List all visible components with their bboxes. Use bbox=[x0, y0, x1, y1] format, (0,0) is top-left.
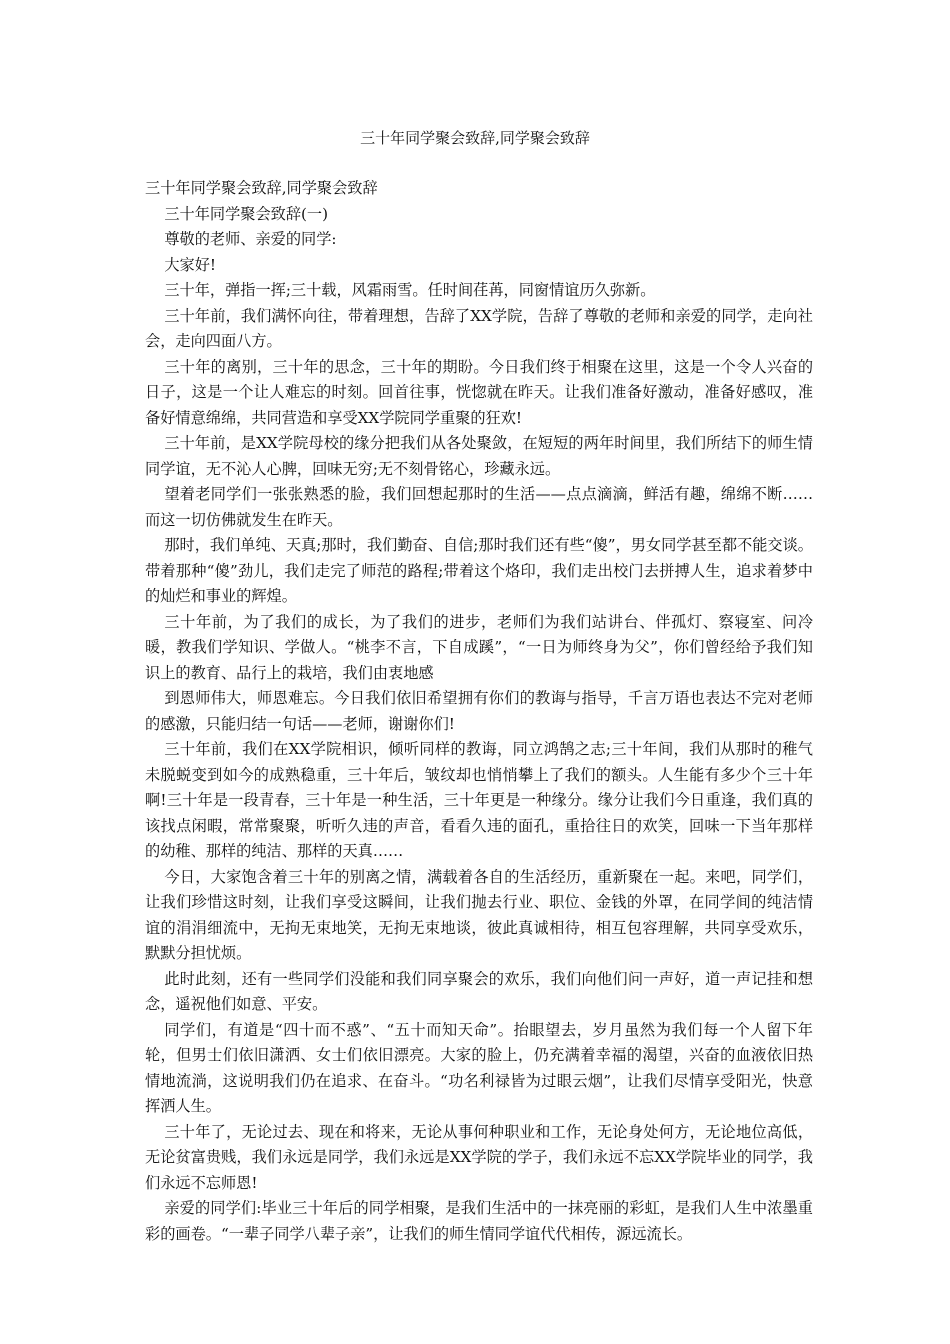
paragraph: 三十年的离别，三十年的思念，三十年的期盼。今日我们终于相聚在这里，这是一个令人兴奋的日子，这是一个让人难忘的时刻。回首往事，恍惚就在昨天。让我们准备好激动，准备好感叹，准备好情意绵绵，共同营造和享受XX学院同学重聚的狂欢! bbox=[145, 357, 813, 427]
paragraph: 三十年前，是XX学院母校的缘分把我们从各处聚敛，在短短的两年时间里，我们所结下的师生情同学谊，无不沁人心脾，回味无穷;无不刻骨铭心，珍藏永远。 bbox=[145, 434, 813, 478]
document-title: 三十年同学聚会致辞,同学聚会致辞 bbox=[360, 129, 590, 147]
body-heading: 三十年同学聚会致辞,同学聚会致辞 bbox=[145, 179, 378, 197]
paragraph: 尊敬的老师、亲爱的同学: bbox=[164, 230, 337, 248]
paragraph: 那时，我们单纯、天真;那时，我们勤奋、自信;那时我们还有些“傻”，男女同学甚至都不能交谈。带着那种“傻”劲儿，我们走完了师范的路程;带着这个烙印，我们走出校门去拼搏人生，追求着梦中的灿烂和事业的辉煌。 bbox=[145, 536, 813, 605]
paragraph: 三十年同学聚会致辞(一) bbox=[164, 204, 329, 223]
paragraph: 此时此刻，还有一些同学们没能和我们同享聚会的欢乐，我们向他们问一声好，道一声记挂和想念，遥祝他们如意、平安。 bbox=[145, 969, 813, 1013]
paragraph: 大家好! bbox=[164, 255, 216, 274]
paragraph: 同学们，有道是“四十而不惑”、“五十而知天命”。抬眼望去，岁月虽然为我们每一个人留下年轮，但男士们依旧潇洒、女士们依旧漂亮。大家的脸上，仍充满着幸福的渴望，兴奋的血液依旧热情地流淌，这说明我们仍在追求、在奋斗。“功名利禄皆为过眼云烟”，让我们尽情享受阳光，快意挥洒人生。 bbox=[145, 1020, 813, 1115]
paragraph: 三十年了，无论过去、现在和将来，无论从事何种职业和工作，无论身处何方，无论地位高低，无论贫富贵贱，我们永远是同学，我们永远是XX学院的学子，我们永远不忘XX学院毕业的同学，我们永远不忘师恩! bbox=[145, 1122, 813, 1192]
paragraph: 望着老同学们一张张熟悉的脸，我们回想起那时的生活——点点滴滴，鲜活有趣，绵绵不断……而这一切仿佛就发生在昨天。 bbox=[145, 485, 813, 529]
paragraph: 三十年前，我们在XX学院相识，倾听同样的教诲，同立鸿鹄之志;三十年间，我们从那时的稚气未脱蜕变到如今的成熟稳重，三十年后，皱纹却也悄悄攀上了我们的额头。人生能有多少个三十年啊!三十年是一段青春，三十年是一种生活，三十年更是一种缘分。缘分让我们今日重逢，我们真的该找点闲暇，常常聚聚，听听久违的声音，看看久违的面孔，重拾往日的欢笑，回味一下当年那样的幼稚、那样的纯洁、那样的天真…… bbox=[145, 740, 813, 860]
paragraph: 三十年前，为了我们的成长，为了我们的进步，老师们为我们站讲台、伴孤灯、察寝室、问冷暖，教我们学知识、学做人。“桃李不言，下自成蹊”，“一日为师终身为父”，你们曾经给予我们知识上的教育、品行上的栽培，我们由衷地感 bbox=[145, 612, 813, 682]
paragraph: 三十年前，我们满怀向往，带着理想，告辞了XX学院，告辞了尊敬的老师和亲爱的同学，走向社会，走向四面八方。 bbox=[145, 306, 813, 350]
document-body bbox=[145, 176, 813, 1247]
paragraph: 到恩师伟大，师恩难忘。今日我们依旧希望拥有你们的教诲与指导，千言万语也表达不完对老师的感激，只能归结一句话——老师，谢谢你们! bbox=[145, 689, 813, 733]
paragraph: 亲爱的同学们:毕业三十年后的同学相聚，是我们生活中的一抹亮丽的彩虹，是我们人生中浓墨重彩的画卷。“一辈子同学八辈子亲”，让我们的师生情同学谊代代相传，源远流长。 bbox=[145, 1199, 813, 1243]
paragraph: 今日，大家饱含着三十年的别离之情，满载着各自的生活经历，重新聚在一起。来吧，同学们，让我们珍惜这时刻，让我们享受这瞬间，让我们抛去行业、职位、金钱的外罩，在同学间的纯洁情谊的涓涓细流中，无拘无束地笑，无拘无束地谈，彼此真诚相待，相互包容理解，共同享受欢乐，默默分担忧烦。 bbox=[145, 867, 813, 962]
paragraph: 三十年，弹指一挥;三十载，风霜雨雪。任时间荏苒，同窗情谊历久弥新。 bbox=[164, 281, 656, 299]
